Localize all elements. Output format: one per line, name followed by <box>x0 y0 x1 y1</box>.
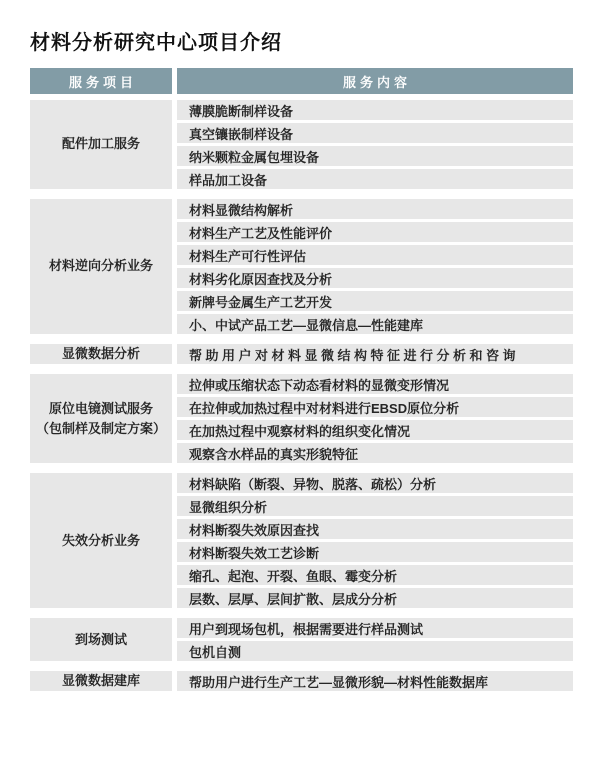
table-section <box>30 344 573 364</box>
service-content-column <box>177 473 573 608</box>
service-item-label: （包制样及制定方案） <box>35 420 166 436</box>
service-item-cell <box>30 100 172 189</box>
service-content-row: 材料断裂失效工艺诊断 <box>177 542 573 562</box>
service-content-row: 拉伸或压缩状态下动态看材料的显微变形情况 <box>177 374 573 394</box>
service-content-row: 观察含水样品的真实形貌特征 <box>177 443 573 463</box>
service-item-cell <box>30 344 172 364</box>
service-content-row: 用户到现场包机，根据需要进行样品测试 <box>177 618 573 638</box>
table-section <box>30 374 573 463</box>
service-content-column <box>177 199 573 334</box>
service-item-cell <box>30 199 172 334</box>
service-content-row: 小、中试产品工艺—显微信息—性能建库 <box>177 314 573 334</box>
service-item-label: 到场测试 <box>74 631 127 647</box>
column-header-service-content: 服务内容 <box>177 68 573 94</box>
service-content-row: 材料劣化原因查找及分析 <box>177 268 573 288</box>
service-content-row: 材料断裂失效原因查找 <box>177 519 573 539</box>
service-content-column <box>177 344 573 364</box>
service-item-cell <box>30 374 172 463</box>
table-body <box>30 100 573 691</box>
service-content-row: 在拉伸或加热过程中对材料进行EBSD原位分析 <box>177 397 573 417</box>
table-section <box>30 100 573 189</box>
table-header-row <box>30 68 573 94</box>
service-item-label: 配件加工服务 <box>61 136 140 152</box>
service-item-label: 显微数据建库 <box>61 673 140 689</box>
service-item-label: 原位电镜测试服务 <box>48 400 153 416</box>
service-content-row: 材料显微结构解析 <box>177 199 573 219</box>
service-content-row: 材料缺陷（断裂、异物、脱落、疏松）分析 <box>177 473 573 493</box>
service-item-label: 显微数据分析 <box>61 346 140 361</box>
service-table <box>30 68 573 691</box>
service-content-row: 包机自测 <box>177 641 573 661</box>
service-content-column <box>177 671 573 691</box>
service-content-row: 材料生产工艺及性能评价 <box>177 222 573 242</box>
service-content-row: 在加热过程中观察材料的组织变化情况 <box>177 420 573 440</box>
service-content-row: 薄膜脆断制样设备 <box>177 100 573 120</box>
service-content-column <box>177 618 573 661</box>
service-content-row: 材料生产可行性评估 <box>177 245 573 265</box>
service-content-row: 真空镶嵌制样设备 <box>177 123 573 143</box>
table-section <box>30 473 573 608</box>
service-content-row: 新牌号金属生产工艺开发 <box>177 291 573 311</box>
service-content-row: 帮助用户对材料显微结构特征进行分析和咨询 <box>177 344 573 364</box>
service-content-row: 帮助用户进行生产工艺—显微形貌—材料性能数据库 <box>177 671 573 691</box>
service-content-row: 层数、层厚、层间扩散、层成分分析 <box>177 588 573 608</box>
service-item-cell <box>30 671 172 691</box>
service-item-cell <box>30 473 172 608</box>
table-section <box>30 618 573 661</box>
service-content-row: 缩孔、起泡、开裂、鱼眼、霉变分析 <box>177 565 573 585</box>
service-content-row: 显微组织分析 <box>177 496 573 516</box>
service-content-column <box>177 100 573 189</box>
service-content-row: 纳米颗粒金属包埋设备 <box>177 146 573 166</box>
page-title: 材料分析研究中心项目介绍 <box>30 32 282 54</box>
service-item-label: 失效分析业务 <box>61 532 140 548</box>
table-section <box>30 671 573 691</box>
table-section <box>30 199 573 334</box>
service-content-row: 样品加工设备 <box>177 169 573 189</box>
service-item-label: 材料逆向分析业务 <box>48 258 153 274</box>
column-header-service-item: 服务项目 <box>30 68 172 94</box>
service-item-cell <box>30 618 172 661</box>
service-content-column <box>177 374 573 463</box>
